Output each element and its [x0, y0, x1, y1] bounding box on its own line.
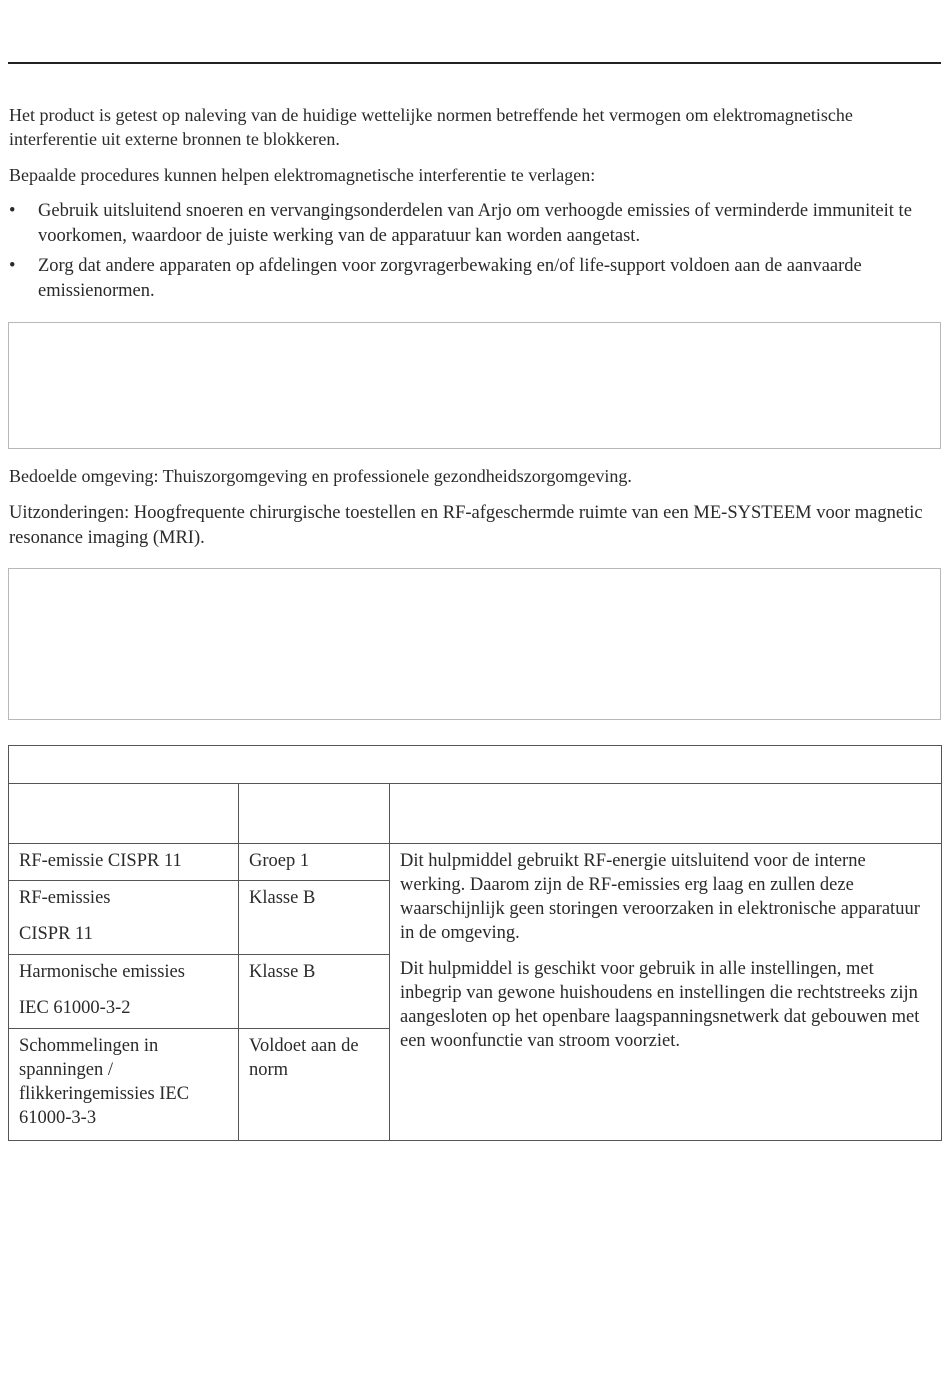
table-title-row: [9, 746, 942, 784]
compliance-cell: [239, 881, 390, 955]
cell-text: Groep 1: [249, 851, 310, 871]
bullet-icon: •: [9, 201, 16, 221]
table-row: [9, 844, 942, 881]
procedures-paragraph: Bepaalde procedures kunnen helpen elektromagnetische interferentie te verlagen:: [9, 165, 596, 185]
notice-box: [8, 322, 941, 449]
compliance-cell: [239, 955, 390, 1029]
table-header-row: [9, 784, 942, 844]
phenomenon-cell: [9, 881, 239, 955]
bullet-item: [9, 199, 939, 249]
bullet-text: Zorg dat andere apparaten op afdelingen voor zorgvragerbewaking en/of life-support voldoen aan de aanvaarde emissienormen.: [38, 256, 862, 301]
phenomenon-cell: [9, 844, 239, 881]
cell-text: Voldoet aan de norm: [249, 1036, 359, 1080]
cell-text: IEC 61000-3-2: [19, 998, 131, 1018]
cell-text: Klasse B: [249, 962, 316, 982]
guidance-cell: [390, 844, 942, 1141]
header-rule: [8, 62, 941, 64]
guidance-text: Dit hulpmiddel gebruikt RF-energie uitsluitend voor de interne werking. Daarom zijn de RF-emissies erg laag en zullen deze waarschijnlijk geen storingen veroorzaken in elektronische apparatuur in de omgeving.: [400, 851, 920, 943]
emissions-table: [8, 745, 942, 1141]
intended-environment: Bedoelde omgeving: Thuiszorgomgeving en professionele gezondheidszorgomgeving.: [9, 466, 632, 486]
header-cell: [390, 784, 942, 844]
bullet-item: [9, 254, 939, 304]
cell-text: Harmonische emissies: [19, 962, 185, 982]
cell-text: Schommelingen in spanningen / flikkeringemissies IEC 61000-3-3: [19, 1036, 190, 1128]
cell-text: RF-emissie CISPR 11: [19, 851, 182, 871]
guidance-text: Dit hulpmiddel is geschikt voor gebruik in alle instellingen, met inbegrip van gewone huishoudens en instellingen die rechtstreeks zijn aangesloten op het openbare laagspanningsnetwerk dat gebouwen met een woonfunctie van stroom voorziet.: [400, 959, 920, 1051]
cell-text: Klasse B: [249, 888, 316, 908]
cell-text: RF-emissies: [19, 888, 111, 908]
compliance-cell: [239, 1029, 390, 1141]
table-title-cell: [9, 746, 942, 784]
header-cell: [239, 784, 390, 844]
compliance-cell: [239, 844, 390, 881]
header-cell: [9, 784, 239, 844]
phenomenon-cell: [9, 955, 239, 1029]
cell-text: CISPR 11: [19, 924, 93, 944]
bullet-icon: •: [9, 256, 16, 276]
intro-paragraph: Het product is getest op naleving van de huidige wettelijke normen betreffende het vermogen om elektromagnetische interferentie uit externe bronnen te blokkeren.: [9, 105, 853, 149]
notice-box: [8, 568, 941, 720]
bullet-text: Gebruik uitsluitend snoeren en vervangingsonderdelen van Arjo om verhoogde emissies of verminderde immuniteit te voorkomen, waardoor de juiste werking van de apparatuur kan worden aangetast.: [38, 201, 912, 246]
exceptions-paragraph: Uitzonderingen: Hoogfrequente chirurgische toestellen en RF-afgeschermde ruimte van een ME-SYSTEEM voor magnetic resonance imaging (MRI).: [9, 503, 923, 548]
phenomenon-cell: [9, 1029, 239, 1141]
